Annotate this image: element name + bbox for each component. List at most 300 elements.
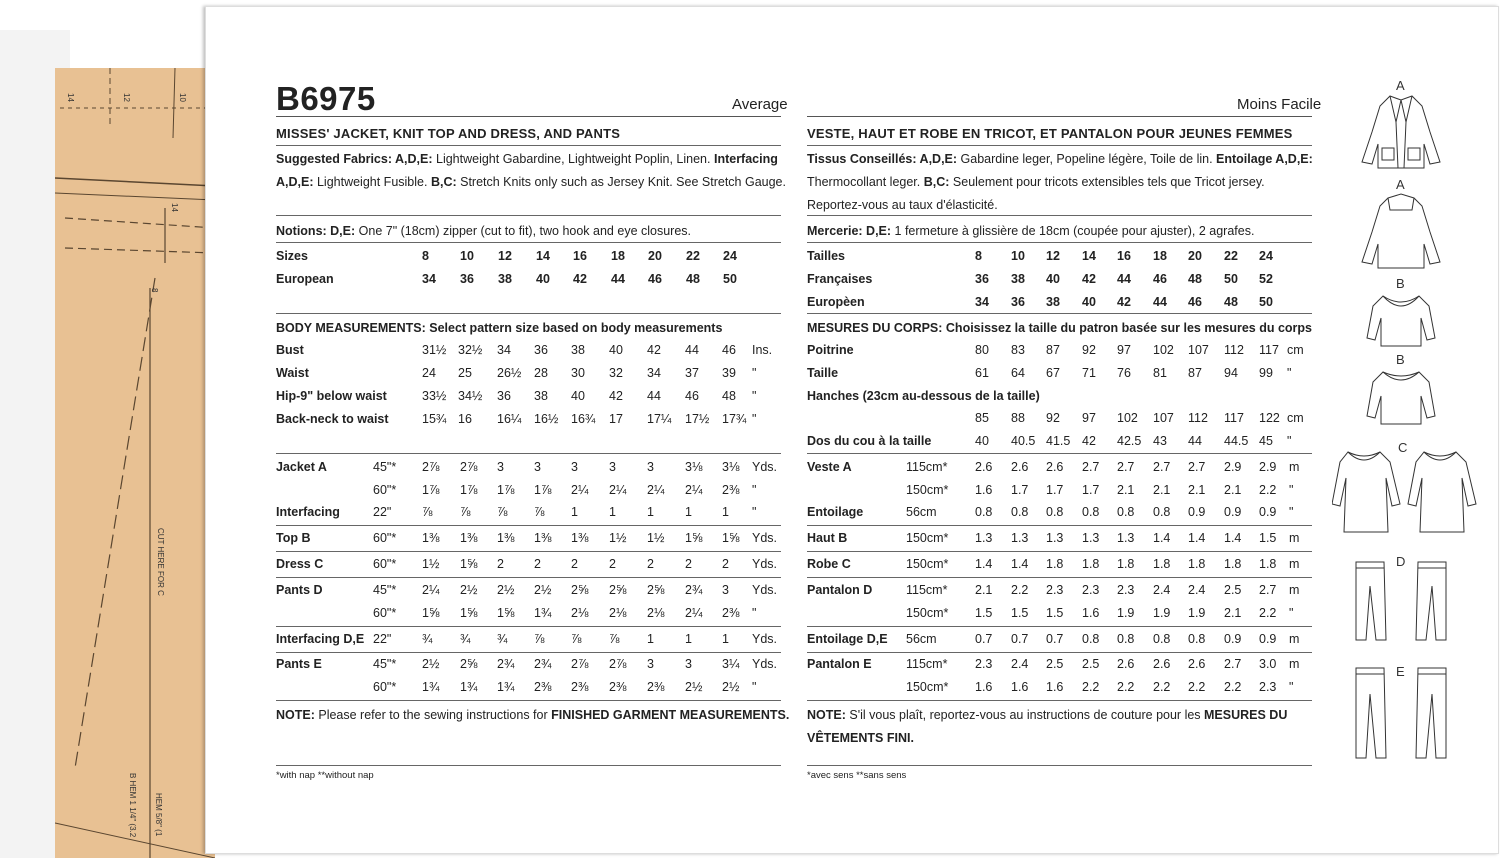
pattern-code: B6975 xyxy=(276,80,376,117)
cell-value: 8 xyxy=(975,249,982,263)
footnote-fr: *avec sens **sans sens xyxy=(807,770,907,781)
row-label: Robe C xyxy=(807,557,851,571)
unit: " xyxy=(752,680,757,694)
cell-value: 2½ xyxy=(685,680,703,694)
cell-value: 76 xyxy=(1117,366,1131,380)
cell-value: 1.4 xyxy=(1224,531,1242,545)
row-label: Jacket A xyxy=(276,460,327,474)
cell-value: 1⅝ xyxy=(497,606,515,620)
cell-value: 3.0 xyxy=(1259,657,1277,671)
cell-value: 1⅝ xyxy=(460,557,478,571)
cell-value: 102 xyxy=(1117,411,1138,425)
cell-value: 0.9 xyxy=(1224,632,1242,646)
note-fr xyxy=(807,708,1287,722)
cell-value: 2.1 xyxy=(1224,606,1242,620)
cell-value: 22 xyxy=(686,249,700,263)
view-label: B xyxy=(1396,276,1405,291)
divider xyxy=(276,577,781,578)
cell-value: 2 xyxy=(609,557,616,571)
fabrics-label: B,C: xyxy=(430,175,457,189)
cell-value: 30 xyxy=(571,366,585,380)
cell-value: 18 xyxy=(611,249,625,263)
cell-value: 0.8 xyxy=(1117,632,1135,646)
cell-value: 0.8 xyxy=(1082,632,1100,646)
cell-value: 2.5 xyxy=(1082,657,1100,671)
cell-value: 17¼ xyxy=(647,412,672,426)
cell-value: 0.9 xyxy=(1259,632,1277,646)
row-label: Pantalon D xyxy=(807,583,873,597)
divider xyxy=(807,313,1312,314)
divider xyxy=(807,116,1312,117)
fabric-width: 60"* xyxy=(373,557,397,571)
cell-value: 40 xyxy=(1046,272,1060,286)
cell-value: 1⅝ xyxy=(722,531,740,545)
cell-value: 2.2 xyxy=(1082,680,1100,694)
cell-value: 71 xyxy=(1082,366,1096,380)
unit: Yds. xyxy=(752,583,778,597)
note-label: NOTE: xyxy=(807,708,846,722)
cell-value: 1.9 xyxy=(1117,606,1135,620)
cell-value: 34 xyxy=(497,343,511,357)
cell-value: 46 xyxy=(1188,295,1202,309)
cell-value: 2.2 xyxy=(1259,606,1277,620)
cell-value: 1⅜ xyxy=(497,531,515,545)
divider xyxy=(276,242,781,243)
tissue-label: 14 xyxy=(170,203,179,212)
cell-value: 2.7 xyxy=(1188,460,1206,474)
cell-value: 3⅛ xyxy=(722,460,740,474)
cell-value: 2⅜ xyxy=(647,680,665,694)
cell-value: 1⅝ xyxy=(460,606,478,620)
cell-value: 2.9 xyxy=(1224,460,1242,474)
cell-value: 1 xyxy=(722,505,729,519)
cell-value: 2.2 xyxy=(1011,583,1029,597)
cell-value: 2¼ xyxy=(609,483,627,497)
cell-value: 2½ xyxy=(422,657,440,671)
cell-value: 41.5 xyxy=(1046,434,1071,448)
cell-value: 83 xyxy=(1011,343,1025,357)
cell-value: 0.8 xyxy=(1046,505,1064,519)
divider xyxy=(807,215,1312,216)
cell-value: 1.6 xyxy=(975,680,993,694)
cell-value: 50 xyxy=(723,272,737,286)
fabric-width: 60"* xyxy=(373,483,397,497)
cell-value: 0.8 xyxy=(1117,505,1135,519)
cell-value: 2.4 xyxy=(1011,657,1029,671)
pants-d-icon xyxy=(1352,558,1452,644)
cell-value: 12 xyxy=(498,249,512,263)
cell-value: 10 xyxy=(460,249,474,263)
unit: " xyxy=(1289,505,1294,519)
row-label: Dress C xyxy=(276,557,324,571)
cell-value: ¾ xyxy=(460,632,471,646)
divider xyxy=(276,145,781,146)
row-label: Pantalon E xyxy=(807,657,872,671)
cell-value: 26½ xyxy=(497,366,522,380)
cell-value: 1.3 xyxy=(975,531,993,545)
cell-value: 2.1 xyxy=(1117,483,1135,497)
cell-value: 117 xyxy=(1259,343,1279,357)
row-label: Veste A xyxy=(807,460,852,474)
cell-value: 36 xyxy=(534,343,548,357)
unit: Yds. xyxy=(752,632,778,646)
cell-value: 52 xyxy=(1259,272,1273,286)
divider xyxy=(807,453,1312,454)
cell-value: 16 xyxy=(458,412,472,426)
cell-value: 0.9 xyxy=(1259,505,1277,519)
divider xyxy=(276,116,781,117)
divider xyxy=(276,652,781,653)
cell-value: 44 xyxy=(685,343,699,357)
note-bold: MESURES DU xyxy=(1204,708,1288,722)
cell-value: 3 xyxy=(609,460,616,474)
cell-value: 2.5 xyxy=(1224,583,1242,597)
pattern-tissue-lines xyxy=(55,68,215,858)
cell-value: 3 xyxy=(722,583,729,597)
fabric-width: 45"* xyxy=(373,657,397,671)
fabrics-text: Lightweight Fusible. xyxy=(313,175,431,189)
cell-value: ¾ xyxy=(422,632,433,646)
cell-value: 1½ xyxy=(609,531,627,545)
cell-value: 0.7 xyxy=(975,632,993,646)
cell-value: 50 xyxy=(1224,272,1238,286)
cell-value: 1¾ xyxy=(422,680,440,694)
cell-value: 2.6 xyxy=(1117,657,1135,671)
cell-value: 2.2 xyxy=(1153,680,1171,694)
cell-value: 1.4 xyxy=(1188,531,1206,545)
row-label: European xyxy=(276,272,334,286)
cell-value: 1.6 xyxy=(1046,680,1064,694)
cell-value: 34 xyxy=(975,295,989,309)
cell-value: 24 xyxy=(1259,249,1273,263)
top-back-icon xyxy=(1365,366,1437,428)
cell-value: 2⅛ xyxy=(609,606,627,620)
difficulty-en: Average xyxy=(732,96,788,113)
fabrics-en-line1 xyxy=(276,152,778,166)
cell-value: 1.3 xyxy=(1117,531,1135,545)
cell-value: 1.8 xyxy=(1259,557,1277,571)
cell-value: 38 xyxy=(571,343,585,357)
cell-value: 17¾ xyxy=(722,412,747,426)
cell-value: 2.1 xyxy=(1188,483,1206,497)
cell-value: 0.7 xyxy=(1011,632,1029,646)
cell-value: 38 xyxy=(534,389,548,403)
cell-value: 2⅝ xyxy=(460,657,478,671)
row-label: Hanches (23cm au-dessous de la taille) xyxy=(807,389,1040,403)
cell-value: 2½ xyxy=(534,583,552,597)
cell-value: 3 xyxy=(685,657,692,671)
cell-value: 2 xyxy=(497,557,504,571)
unit: m xyxy=(1289,657,1300,671)
cell-value: 2⅞ xyxy=(571,657,589,671)
row-label: Françaises xyxy=(807,272,873,286)
cell-value: 1½ xyxy=(647,531,665,545)
row-label: Hip-9" below waist xyxy=(276,389,387,403)
row-label: Entoilage xyxy=(807,505,864,519)
cell-value: 1.8 xyxy=(1153,557,1171,571)
interfacing-label: Interfacing xyxy=(713,152,778,166)
tissue-label: 8 xyxy=(150,288,159,293)
cell-value: 112 xyxy=(1224,343,1244,357)
unit: " xyxy=(1289,606,1294,620)
notions-label: Notions: D,E: xyxy=(276,224,356,238)
cell-value: 37 xyxy=(685,366,699,380)
cell-value: 1.3 xyxy=(1082,531,1100,545)
cell-value: 42 xyxy=(1117,295,1131,309)
unit: " xyxy=(752,389,757,403)
notions-fr xyxy=(807,224,1254,238)
row-label: Poitrine xyxy=(807,343,854,357)
cell-value: 48 xyxy=(1224,295,1238,309)
row-label: Interfacing xyxy=(276,505,340,519)
fabric-width: 60"* xyxy=(373,680,397,694)
divider xyxy=(276,765,781,766)
cell-value: ⅞ xyxy=(422,505,433,519)
view-label: A xyxy=(1396,177,1405,192)
cell-value: 2¼ xyxy=(422,583,440,597)
cell-value: 36 xyxy=(1011,295,1025,309)
row-label: Top B xyxy=(276,531,311,545)
cell-value: 34½ xyxy=(458,389,483,403)
row-label: Pants D xyxy=(276,583,323,597)
divider xyxy=(807,765,1312,766)
cell-value: 2⅛ xyxy=(647,606,665,620)
cell-value: 2⅞ xyxy=(609,657,627,671)
unit: " xyxy=(1287,366,1292,380)
cell-value: 20 xyxy=(648,249,662,263)
cell-value: 2½ xyxy=(497,583,515,597)
cell-value: 1.3 xyxy=(1011,531,1029,545)
cell-value: 2.3 xyxy=(1259,680,1277,694)
cell-value: 2⅝ xyxy=(571,583,589,597)
note-en xyxy=(276,708,789,722)
cell-value: 16 xyxy=(573,249,587,263)
cell-value: 1 xyxy=(571,505,578,519)
cell-value: 2 xyxy=(647,557,654,571)
cell-value: 20 xyxy=(1188,249,1202,263)
cell-value: 64 xyxy=(1011,366,1025,380)
cell-value: 2⅝ xyxy=(647,583,665,597)
notions-label: Mercerie: D,E: xyxy=(807,224,892,238)
cell-value: 97 xyxy=(1117,343,1131,357)
cell-value: 2¾ xyxy=(497,657,515,671)
cell-value: 2.9 xyxy=(1259,460,1277,474)
cell-value: 2.6 xyxy=(1188,657,1206,671)
cell-value: 38 xyxy=(1011,272,1025,286)
cell-value: 3 xyxy=(647,657,654,671)
divider xyxy=(807,145,1312,146)
fabrics-fr-line1 xyxy=(807,152,1313,166)
cell-value: 1.7 xyxy=(1082,483,1100,497)
fabrics-text: Stretch Knits only such as Jersey Knit. See Stretch Gauge. xyxy=(456,175,786,189)
cell-value: 44 xyxy=(1188,434,1202,448)
cell-value: 94 xyxy=(1224,366,1238,380)
cell-value: 14 xyxy=(1082,249,1096,263)
cell-value: 1 xyxy=(685,505,692,519)
cell-value: ⅞ xyxy=(571,632,582,646)
cell-value: 2½ xyxy=(460,583,478,597)
cell-value: 107 xyxy=(1153,411,1174,425)
fabric-width: 150cm* xyxy=(906,557,949,571)
cell-value: 48 xyxy=(1188,272,1202,286)
jacket-back-icon xyxy=(1360,192,1442,272)
cell-value: 85 xyxy=(975,411,989,425)
cell-value: 67 xyxy=(1046,366,1060,380)
cell-value: 2½ xyxy=(722,680,740,694)
cell-value: 2⅜ xyxy=(722,483,740,497)
cell-value: 36 xyxy=(460,272,474,286)
cell-value: 42.5 xyxy=(1117,434,1142,448)
cell-value: ⅞ xyxy=(460,505,471,519)
unit: m xyxy=(1289,583,1300,597)
cell-value: 48 xyxy=(686,272,700,286)
cell-value: 28 xyxy=(534,366,548,380)
cell-value: 2⅜ xyxy=(609,680,627,694)
cell-value: 61 xyxy=(975,366,989,380)
cell-value: 40.5 xyxy=(1011,434,1036,448)
unit: " xyxy=(752,483,757,497)
cell-value: 3 xyxy=(497,460,504,474)
top-front-icon xyxy=(1365,290,1437,348)
fabrics-text: Thermocollant leger. xyxy=(807,175,924,189)
unit: Ins. xyxy=(752,343,773,357)
cell-value: 1⅞ xyxy=(460,483,478,497)
fabrics-fr-line3: Reportez-vous au taux d'élasticité. xyxy=(807,198,998,212)
cell-value: 0.8 xyxy=(1011,505,1029,519)
cell-value: 44 xyxy=(611,272,625,286)
cell-value: 1⅞ xyxy=(422,483,440,497)
cell-value: 2 xyxy=(722,557,729,571)
tissue-label: 14 xyxy=(66,93,75,102)
pants-e-icon xyxy=(1352,666,1452,762)
view-label: C xyxy=(1398,440,1408,455)
cell-value: 1 xyxy=(685,632,692,646)
cell-value: 44 xyxy=(647,389,661,403)
cell-value: 1.8 xyxy=(1188,557,1206,571)
unit: m xyxy=(1289,632,1300,646)
divider xyxy=(276,626,781,627)
body-heading-fr: MESURES DU CORPS: Choisissez la taille du patron basée sur les mesures du corps xyxy=(807,321,1313,335)
cell-value: 2⅞ xyxy=(422,460,440,474)
cell-value: 40 xyxy=(1082,295,1096,309)
cell-value: 22 xyxy=(1224,249,1238,263)
cell-value: 2.3 xyxy=(1082,583,1100,597)
fabric-width: 150cm* xyxy=(906,606,949,620)
cell-value: 17 xyxy=(609,412,623,426)
unit: " xyxy=(752,505,757,519)
cell-value: 12 xyxy=(1046,249,1060,263)
note-text: S'il vous plaît, reportez-vous au instructions de couture pour les xyxy=(845,708,1205,722)
cell-value: ⅞ xyxy=(497,505,508,519)
note-fr-line2: VÊTEMENTS FINI. xyxy=(807,731,914,745)
cell-value: 2.2 xyxy=(1224,680,1242,694)
note-label: NOTE: xyxy=(276,708,315,722)
cell-value: 1⅜ xyxy=(460,531,478,545)
cell-value: 2.6 xyxy=(1046,460,1064,474)
divider xyxy=(807,577,1312,578)
cell-value: 2.3 xyxy=(975,657,993,671)
cell-value: 80 xyxy=(975,343,989,357)
cell-value: 2.3 xyxy=(1117,583,1135,597)
cell-value: 40 xyxy=(975,434,989,448)
cell-value: 3 xyxy=(647,460,654,474)
cell-value: 2 xyxy=(571,557,578,571)
cell-value: 1½ xyxy=(422,557,440,571)
fabric-width: 150cm* xyxy=(906,680,949,694)
cell-value: 32½ xyxy=(458,343,483,357)
cell-value: 1.6 xyxy=(1082,606,1100,620)
notions-text: One 7" (18cm) zipper (cut to fit), two hook and eye closures. xyxy=(355,224,692,238)
unit: " xyxy=(752,606,757,620)
cell-value: 15¾ xyxy=(422,412,447,426)
cell-value: 2¼ xyxy=(685,483,703,497)
jacket-front-icon xyxy=(1360,92,1442,172)
cell-value: ¾ xyxy=(497,632,508,646)
divider xyxy=(276,313,781,314)
cell-value: 1¾ xyxy=(534,606,552,620)
cell-value: 1.8 xyxy=(1117,557,1135,571)
fabrics-en-line2 xyxy=(276,175,786,189)
cell-value: 1.9 xyxy=(1153,606,1171,620)
cell-value: 16¼ xyxy=(497,412,522,426)
cell-value: 43 xyxy=(1153,434,1167,448)
divider xyxy=(276,700,781,701)
cell-value: 36 xyxy=(497,389,511,403)
divider xyxy=(276,551,781,552)
cell-value: 42 xyxy=(573,272,587,286)
cell-value: 42 xyxy=(609,389,623,403)
fabric-width: 56cm xyxy=(906,505,937,519)
cell-value: 1 xyxy=(722,632,729,646)
cell-value: 1.8 xyxy=(1046,557,1064,571)
unit: " xyxy=(1287,434,1292,448)
cell-value: 1⅜ xyxy=(571,531,589,545)
cell-value: 0.8 xyxy=(1188,632,1206,646)
cell-value: 2 xyxy=(685,557,692,571)
cell-value: 46 xyxy=(1153,272,1167,286)
row-label: Entoilage D,E xyxy=(807,632,888,646)
cell-value: 2.4 xyxy=(1153,583,1171,597)
cell-value: 8 xyxy=(422,249,429,263)
cell-value: 0.8 xyxy=(1153,505,1171,519)
fabrics-label: Suggested Fabrics: A,D,E: xyxy=(276,152,433,166)
cell-value: 2.6 xyxy=(1153,657,1171,671)
row-label: Taille xyxy=(807,366,839,380)
tissue-label: CUT HERE FOR C xyxy=(156,528,165,596)
cell-value: 14 xyxy=(536,249,550,263)
cell-value: 92 xyxy=(1046,411,1060,425)
unit: m xyxy=(1289,460,1300,474)
cell-value: 2.7 xyxy=(1224,657,1242,671)
row-label: Waist xyxy=(276,366,309,380)
cell-value: 2.3 xyxy=(1046,583,1064,597)
row-label: Haut B xyxy=(807,531,848,545)
cell-value: 2.6 xyxy=(1011,460,1029,474)
cell-value: 2¼ xyxy=(647,483,665,497)
row-label: Bust xyxy=(276,343,304,357)
notions-text: 1 fermeture à glissière de 18cm (coupée pour ajuster), 2 agrafes. xyxy=(891,224,1255,238)
cell-value: 10 xyxy=(1011,249,1025,263)
cell-value: 1.4 xyxy=(1153,531,1171,545)
cell-value: 2.2 xyxy=(1117,680,1135,694)
cell-value: 2¼ xyxy=(685,606,703,620)
cell-value: 2.7 xyxy=(1082,460,1100,474)
cell-value: 24 xyxy=(422,366,436,380)
cell-value: 1¾ xyxy=(460,680,478,694)
cell-value: 117 xyxy=(1224,411,1244,425)
cell-value: 25 xyxy=(458,366,472,380)
notions-en xyxy=(276,224,691,238)
